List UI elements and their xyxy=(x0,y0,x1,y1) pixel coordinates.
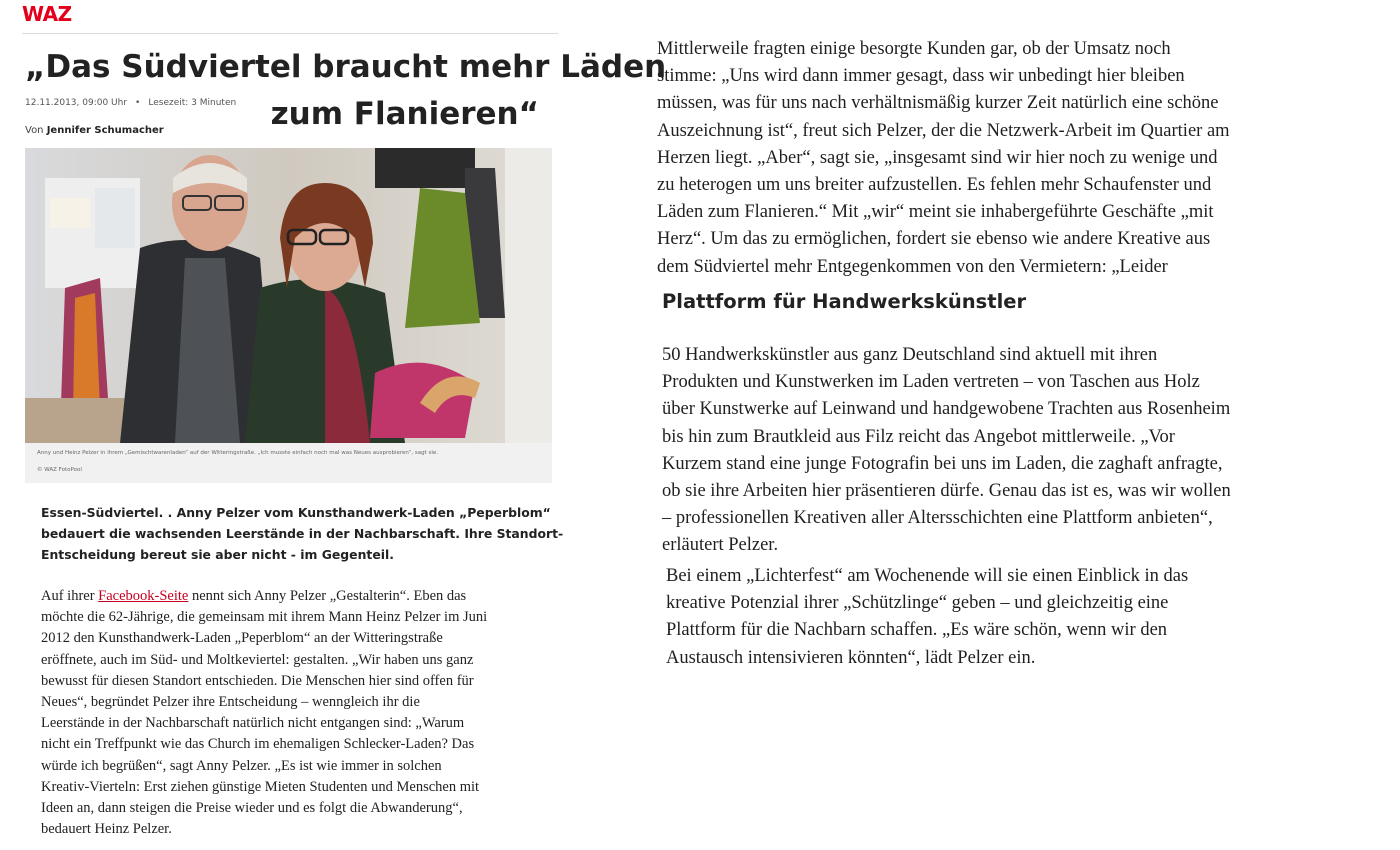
waz-logo[interactable]: WAZ xyxy=(22,2,72,26)
article-headline xyxy=(25,44,667,138)
section-subheading: Plattform für Handwerkskünstler xyxy=(662,290,1027,313)
reading-time: Lesezeit: 3 Minuten xyxy=(148,98,237,108)
continuation-paragraph-1 xyxy=(657,36,1297,281)
body-line: Kreativ-Vierteln: Erst ziehen günstige Mieten Studenten und Menschen mit xyxy=(41,778,480,795)
body-line: Neues“, begründet Pelzer ihre Entscheidung – wenngleich ihr die xyxy=(41,694,420,711)
paragraph-line: über Kunstwerke auf Leinwand und handgewobene Trachten aus Rosenheim xyxy=(662,399,1231,420)
publish-date: 12.11.2013, 09:00 Uhr xyxy=(25,98,128,108)
author-prefix: Von xyxy=(25,125,47,136)
paragraph-line: zu heterogen um uns breiter aufzustellen. Es fehlen mehr Schaufenster und xyxy=(657,175,1212,196)
paragraph-line: erläutert Pelzer. xyxy=(662,535,779,556)
article-body xyxy=(41,586,531,840)
body-line: bewusst für diesen Standort entschieden. Die Menschen hier sind offen für xyxy=(41,672,474,689)
article-lead xyxy=(41,502,564,565)
paragraph-line: Bei einem „Lichterfest“ am Wochenende will sie einen Einblick in das xyxy=(666,566,1189,586)
paragraph-line: Läden zum Flanieren.“ Mit „wir“ meint sie inhabergeführte Geschäfte „mit xyxy=(657,202,1214,223)
paragraph-line: Plattform für die Nachbarn schaffen. „Es wäre schön, wenn wir den xyxy=(666,620,1168,641)
photo-illustration xyxy=(25,148,552,443)
article-clipping xyxy=(0,0,667,850)
paragraph-line: kreative Potenzial ihrer „Schützlinge“ geben – und gleichzeitig eine xyxy=(666,593,1169,614)
continuation-paragraph-2 xyxy=(662,342,1302,560)
paragraph-line: dem Südviertel mehr Entgegenkommen von den Vermietern: „Leider xyxy=(657,256,1168,277)
body-line: Leerstände in der Nachbarschaft natürlich nicht entgangen sind: „Warum xyxy=(41,715,465,732)
paragraph-line: Auszeichnung ist“, freut sich Pelzer, der die Netzwerk-Arbeit im Quartier am xyxy=(657,120,1230,141)
body-line: eröffnete, auch im Süd- und Moltkeviertel: gestalten. „Wir haben uns ganz xyxy=(41,651,474,668)
headline-line-2: zum Flanieren“ xyxy=(270,96,539,132)
paragraph-line: ob sie ihre Arbeiten hier präsentieren dürfe. Genau das ist es, was wir wollen xyxy=(662,481,1231,502)
author-byline xyxy=(25,125,164,136)
continuation-paragraph-3 xyxy=(666,563,1306,672)
body-prefix: Auf ihrer xyxy=(41,588,99,604)
body-line: bedauert Heinz Pelzer. xyxy=(41,821,172,838)
article-photo[interactable] xyxy=(25,148,552,443)
meta-separator: • xyxy=(135,98,141,108)
paragraph-line: 50 Handwerkskünstler aus ganz Deutschland sind aktuell mit ihren xyxy=(662,345,1158,365)
paragraph-line: Herzen liegt. „Aber“, sagt sie, „insgesamt sind wir hier noch zu wenige und xyxy=(657,147,1218,168)
facebook-link[interactable]: Facebook-Seite xyxy=(98,588,189,604)
body-line: 2012 den Kunsthandwerk-Laden „Peperblom“ an der Witteringstraße xyxy=(41,630,443,647)
lead-line: Essen-Südviertel. . Anny Pelzer vom Kunsthandwerk-Laden „Peperblom“ xyxy=(41,505,551,520)
body-line: möchte die 62-Jährige, die gemeinsam mit ihrem Mann Heinz Pelzer im Juni xyxy=(41,609,488,626)
photo-caption: Anny und Heinz Pelzer in ihrem „Gemischtwarenladen“ auf der Witteringstraße. „Ich musste einfach noch mal was Neues ausprobieren“, sagt sie. xyxy=(37,450,438,456)
header-divider xyxy=(22,33,558,34)
body-line: nicht ein Treffpunkt wie das Church im ehemaligen Schlecker-Laden? Das xyxy=(41,736,475,753)
headline-line-1: „Das Südviertel braucht mehr Läden xyxy=(25,49,667,85)
paragraph-line: Produkten und Kunstwerken im Laden vertreten – von Taschen aus Holz xyxy=(662,372,1200,393)
body-line: Ideen an, dann steigen die Preise wieder und es folgt die Abwanderung“, xyxy=(41,800,463,817)
photo-caption-box xyxy=(25,443,552,483)
paragraph-line: Herz“. Um das zu ermöglichen, fordert sie ebenso wie andere Kreative aus xyxy=(657,229,1211,250)
body-suffix: nennt sich Anny Pelzer „Gestalterin“. Eben das xyxy=(188,588,467,604)
author-name: Jennifer Schumacher xyxy=(46,125,164,136)
paragraph-line: stimme: „Uns wird dann immer gesagt, dass wir unbedingt hier bleiben xyxy=(657,66,1185,87)
paragraph-line: müssen, was für uns nach verhältnismäßig kurzer Zeit natürlich eine schöne xyxy=(657,93,1219,114)
paragraph-line: bis hin zum Brautkleid aus Filz reicht das Angebot mittlerweile. „Vor xyxy=(662,426,1175,447)
body-line xyxy=(41,586,531,607)
photo-credit: © WAZ FotoPool xyxy=(37,467,82,473)
body-line: würde ich begrüßen“, sagt Anny Pelzer. „Es ist wie immer in solchen xyxy=(41,757,442,774)
paragraph-line: Austausch intensivieren könnten“, lädt Pelzer ein. xyxy=(666,647,1036,668)
lead-line: bedauert die wachsenden Leerstände in der Nachbarschaft. Ihre Standort- xyxy=(41,526,564,541)
article-meta xyxy=(25,98,236,108)
lead-line: Entscheidung bereut sie aber nicht - im Gegenteil. xyxy=(41,547,394,562)
paragraph-line: Kurzem stand eine junge Fotografin bei uns im Laden, die zaghaft anfragte, xyxy=(662,453,1223,474)
paragraph-line: Mittlerweile fragten einige besorgte Kunden gar, ob der Umsatz noch xyxy=(657,39,1171,59)
paragraph-line: – professionellen Kreativen aller Altersschichten eine Plattform anbieten“, xyxy=(662,508,1213,529)
